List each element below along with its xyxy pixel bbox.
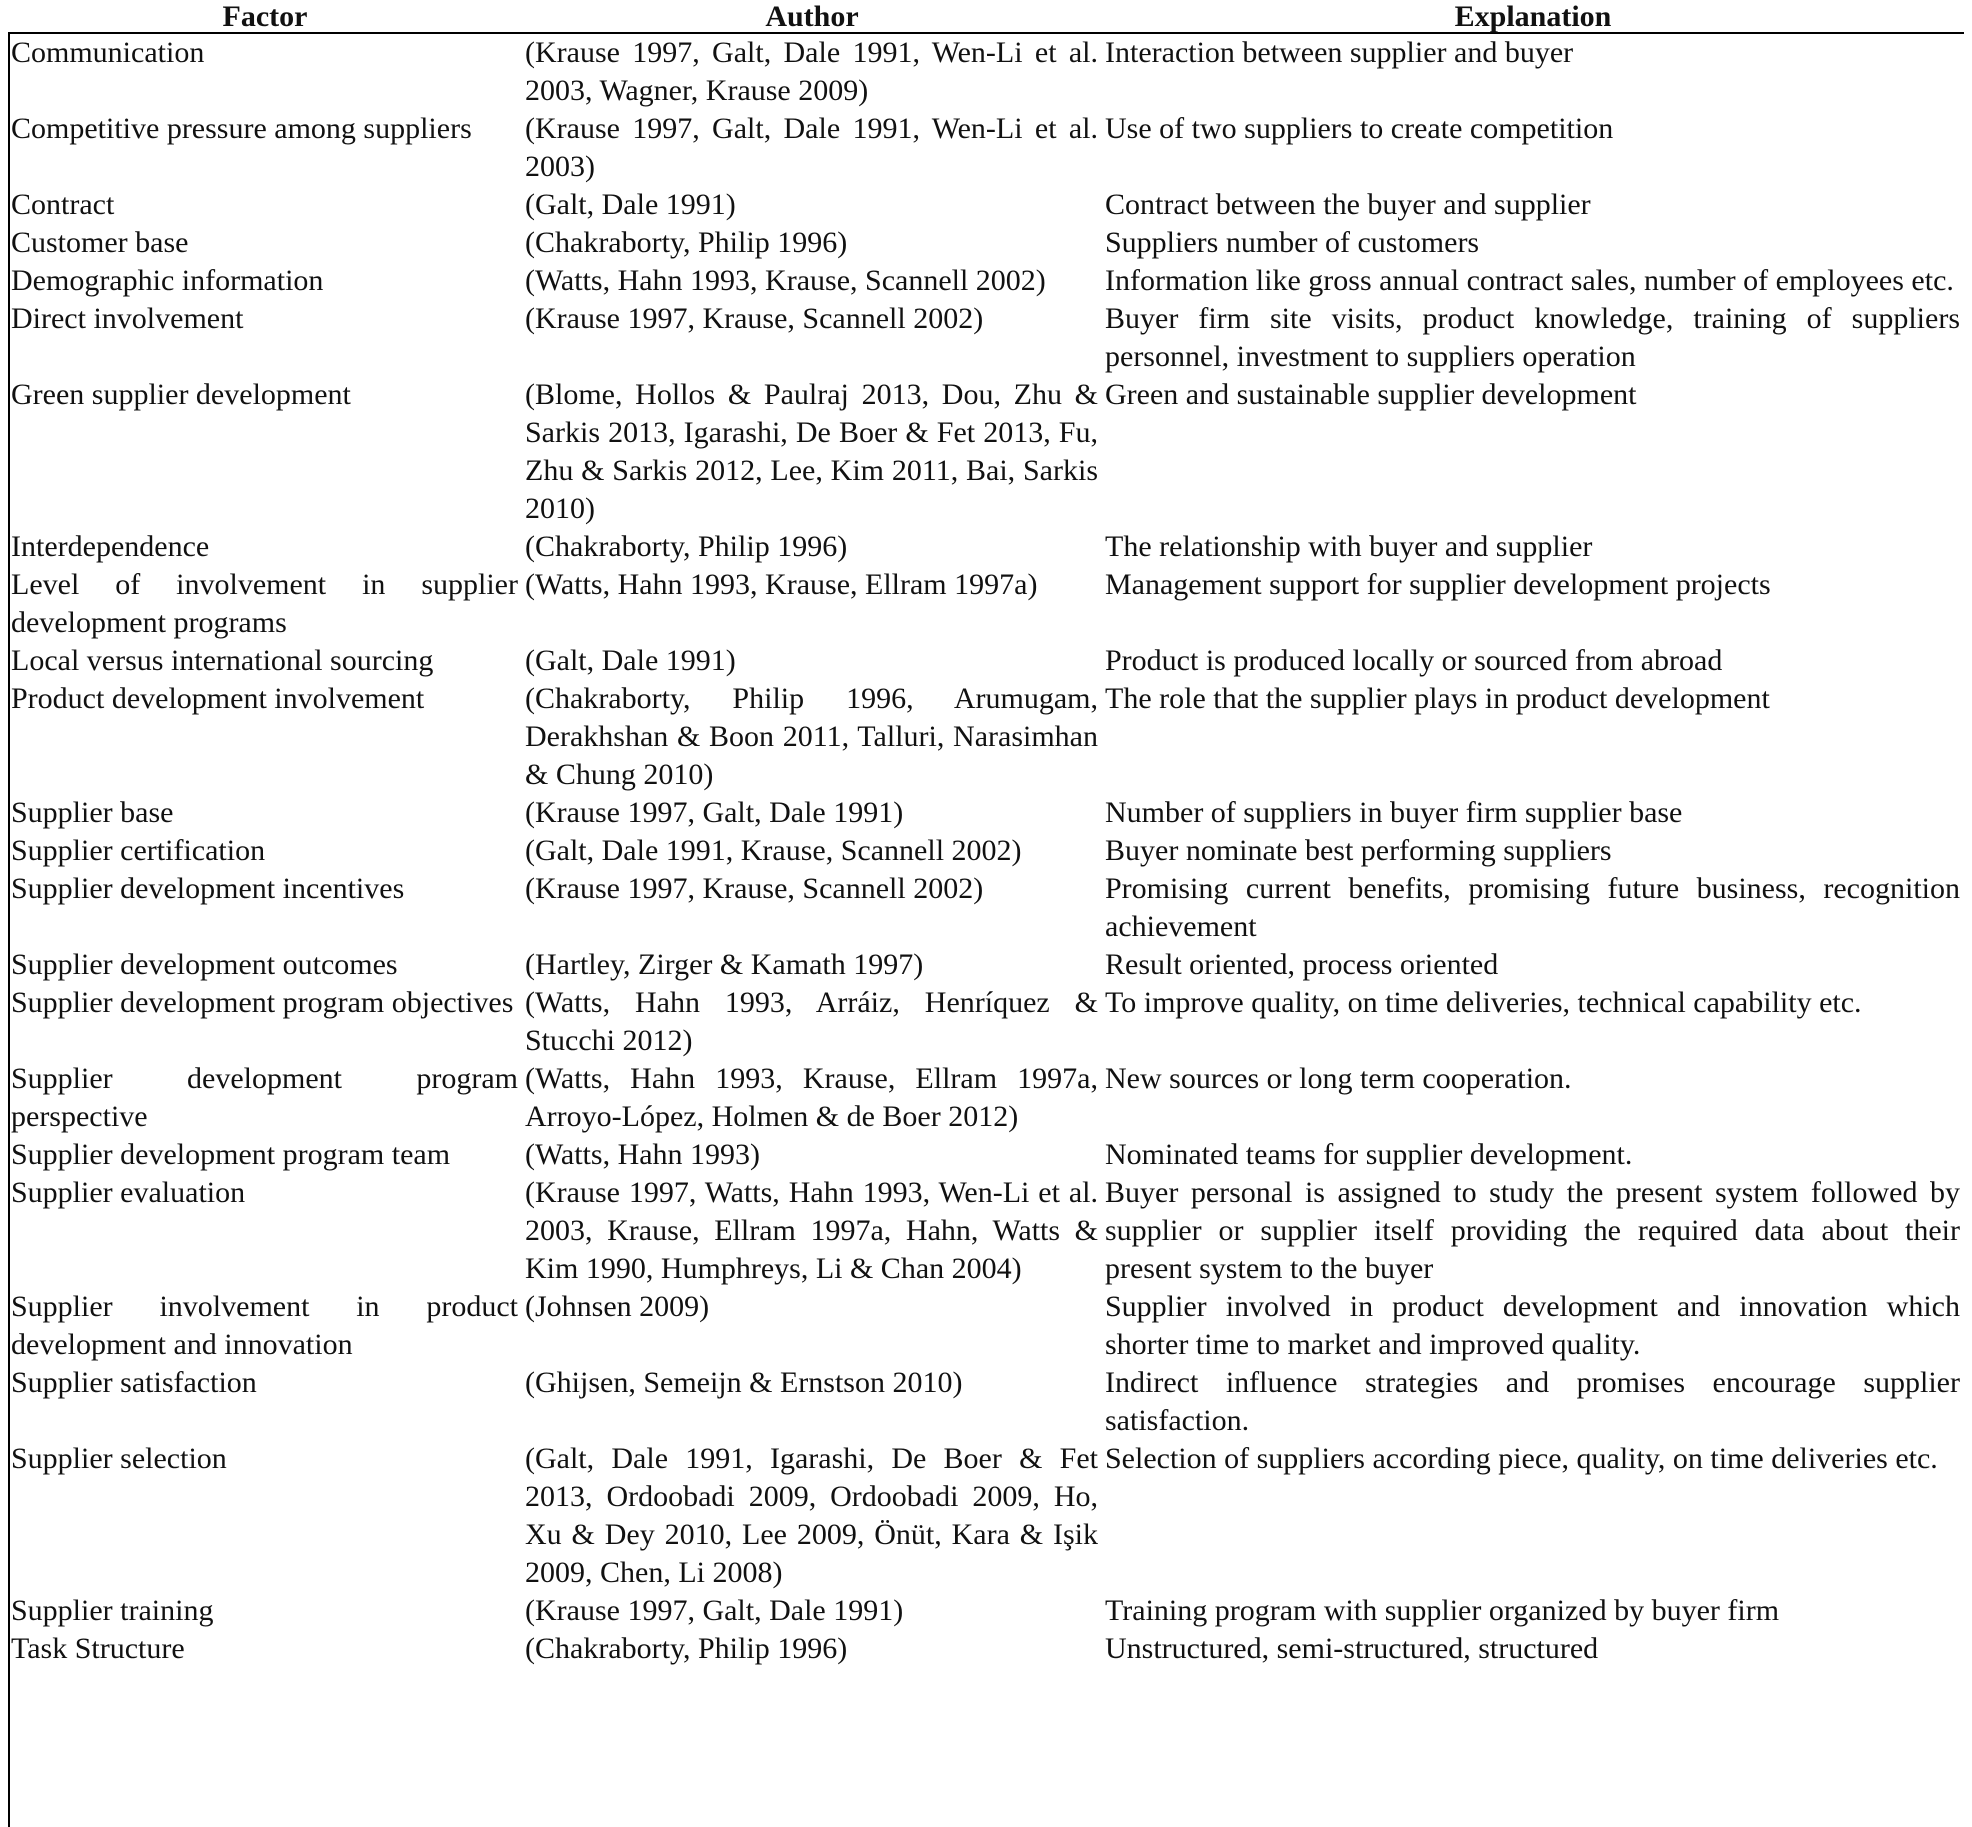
explanation-cell: New sources or long term cooperation.: [1105, 1062, 1572, 1095]
factor-cell: Supplier certification: [11, 834, 266, 867]
factor-cell: Supplier satisfaction: [11, 1366, 257, 1399]
table-row: [8, 1592, 1964, 1630]
explanation-cell: Unstructured, semi-structured, structured: [1105, 1632, 1599, 1665]
explanation-cell: Selection of suppliers according piece, quality, on time deliveries etc.: [1105, 1442, 1938, 1475]
table-row: [8, 528, 1964, 566]
header-factor: Factor: [8, 0, 522, 33]
author-cell: (Chakraborty, Philip 1996): [525, 530, 848, 563]
author-cell: (Chakraborty, Philip 1996): [525, 226, 848, 259]
explanation-cell: Buyer personal is assigned to study the present system followed by supplier or supplier itself providing the required data about their present system to the buyer: [1105, 1176, 1960, 1285]
factor-cell: Supplier evaluation: [11, 1176, 246, 1209]
explanation-cell: Buyer nominate best performing suppliers: [1105, 834, 1612, 867]
explanation-cell: The role that the supplier plays in product development: [1105, 682, 1770, 715]
author-cell: (Galt, Dale 1991, Krause, Scannell 2002): [525, 834, 1022, 867]
explanation-cell: Indirect influence strategies and promises encourage supplier satisfaction.: [1105, 1366, 1960, 1437]
table-row: [8, 1136, 1964, 1174]
author-cell: (Watts, Hahn 1993, Krause, Ellram 1997a): [525, 568, 1038, 601]
explanation-cell: Product is produced locally or sourced from abroad: [1105, 644, 1723, 677]
explanation-cell: Training program with supplier organized by buyer firm: [1105, 1594, 1780, 1627]
table-row: [8, 33, 1964, 110]
factor-cell: Direct involvement: [11, 302, 244, 335]
factor-cell: Level of involvement in supplier development programs: [11, 568, 518, 639]
factor-cell: Green supplier development: [11, 378, 351, 411]
factor-cell: Supplier development program perspective: [11, 1062, 518, 1133]
supplier-development-factors-table: [8, 0, 1964, 1668]
explanation-cell: Management support for supplier development projects: [1105, 568, 1771, 601]
factor-cell: Supplier training: [11, 1594, 214, 1627]
table-row: [8, 1174, 1964, 1288]
author-cell: (Chakraborty, Philip 1996): [525, 1632, 848, 1665]
author-cell: (Blome, Hollos & Paulraj 2013, Dou, Zhu & Sarkis 2013, Igarashi, De Boer & Fet 2013, Fu, Zhu & Sarkis 2012, Lee, Kim 2011, Bai, Sarkis 2010): [525, 378, 1098, 525]
author-cell: (Krause 1997, Watts, Hahn 1993, Wen-Li et al. 2003, Krause, Ellram 1997a, Hahn, Watts & Kim 1990, Humphreys, Li & Chan 2004): [525, 1176, 1098, 1285]
factor-cell: Competitive pressure among suppliers: [11, 112, 472, 145]
author-cell: (Krause 1997, Galt, Dale 1991): [525, 796, 904, 829]
factor-cell: Supplier selection: [11, 1442, 227, 1475]
table-header: [8, 0, 1964, 33]
table-body: [8, 33, 1964, 1668]
author-cell: (Ghijsen, Semeijn & Ernstson 2010): [525, 1366, 963, 1399]
table-row: [8, 262, 1964, 300]
table-row: [8, 1288, 1964, 1364]
factor-cell: Communication: [11, 36, 205, 69]
factor-cell: Supplier involvement in product development and innovation: [11, 1290, 518, 1361]
table-row: [8, 870, 1964, 946]
table-row: [8, 110, 1964, 186]
table-row: [8, 186, 1964, 224]
factor-cell: Customer base: [11, 226, 189, 259]
factor-cell: Demographic information: [11, 264, 324, 297]
author-cell: (Watts, Hahn 1993, Krause, Scannell 2002): [525, 264, 1046, 297]
explanation-cell: Contract between the buyer and supplier: [1105, 188, 1591, 221]
factor-cell: Task Structure: [11, 1632, 185, 1665]
table-row: [8, 376, 1964, 528]
table-row: [8, 1364, 1964, 1440]
author-cell: (Krause 1997, Krause, Scannell 2002): [525, 872, 984, 905]
table-row: [8, 566, 1964, 642]
table-row: [8, 680, 1964, 794]
factor-cell: Supplier base: [11, 796, 174, 829]
table-row: [8, 946, 1964, 984]
explanation-cell: Promising current benefits, promising future business, recognition achievement: [1105, 872, 1960, 943]
author-cell: (Krause 1997, Krause, Scannell 2002): [525, 302, 984, 335]
explanation-cell: Supplier involved in product development and innovation which shorter time to market and improved quality.: [1105, 1290, 1960, 1361]
header-explanation: Explanation: [1102, 0, 1964, 33]
author-cell: (Watts, Hahn 1993, Arráiz, Henríquez & Stucchi 2012): [525, 986, 1098, 1057]
explanation-cell: Buyer firm site visits, product knowledge, training of suppliers personnel, investment to suppliers operation: [1105, 302, 1960, 373]
author-cell: (Galt, Dale 1991): [525, 644, 736, 677]
table-row: [8, 224, 1964, 262]
author-cell: (Chakraborty, Philip 1996, Arumugam, Derakhshan & Boon 2011, Talluri, Narasimhan & Chung 2010): [525, 682, 1098, 791]
author-cell: (Krause 1997, Galt, Dale 1991, Wen-Li et al. 2003, Wagner, Krause 2009): [525, 36, 1098, 107]
author-cell: (Galt, Dale 1991, Igarashi, De Boer & Fet 2013, Ordoobadi 2009, Ordoobadi 2009, Ho, Xu & Dey 2010, Lee 2009, Önüt, Kara & Işik 2009, Chen, Li 2008): [525, 1442, 1098, 1589]
table-row: [8, 832, 1964, 870]
explanation-cell: Interaction between supplier and buyer: [1105, 36, 1574, 69]
explanation-cell: Green and sustainable supplier development: [1105, 378, 1637, 411]
header-author: Author: [522, 0, 1102, 33]
header-row: [8, 0, 1964, 33]
author-cell: (Watts, Hahn 1993): [525, 1138, 761, 1171]
factor-cell: Supplier development program team: [11, 1138, 451, 1171]
factor-cell: Supplier development program objectives: [11, 986, 514, 1019]
factor-table-container: [8, 0, 1972, 1668]
factor-cell: Product development involvement: [11, 682, 425, 715]
author-cell: (Watts, Hahn 1993, Krause, Ellram 1997a, Arroyo-López, Holmen & de Boer 2012): [525, 1062, 1098, 1133]
factor-cell: Interdependence: [11, 530, 210, 563]
explanation-cell: The relationship with buyer and supplier: [1105, 530, 1593, 563]
table-row: [8, 642, 1964, 680]
table-row: [8, 794, 1964, 832]
author-cell: (Hartley, Zirger & Kamath 1997): [525, 948, 924, 981]
author-cell: (Galt, Dale 1991): [525, 188, 736, 221]
author-cell: (Johnsen 2009): [525, 1290, 710, 1323]
table-row: [8, 300, 1964, 376]
table-row: [8, 1630, 1964, 1668]
factor-cell: Supplier development incentives: [11, 872, 405, 905]
factor-cell: Local versus international sourcing: [11, 644, 434, 677]
factor-cell: Supplier development outcomes: [11, 948, 398, 981]
table-row: [8, 1060, 1964, 1136]
explanation-cell: Result oriented, process oriented: [1105, 948, 1499, 981]
author-cell: (Krause 1997, Galt, Dale 1991): [525, 1594, 904, 1627]
explanation-cell: Number of suppliers in buyer firm supplier base: [1105, 796, 1683, 829]
explanation-cell: Use of two suppliers to create competition: [1105, 112, 1614, 145]
explanation-cell: To improve quality, on time deliveries, technical capability etc.: [1105, 986, 1862, 1019]
author-cell: (Krause 1997, Galt, Dale 1991, Wen-Li et al. 2003): [525, 112, 1098, 183]
table-row: [8, 1440, 1964, 1592]
table-row: [8, 984, 1964, 1060]
explanation-cell: Information like gross annual contract sales, number of employees etc.: [1105, 264, 1954, 297]
factor-cell: Contract: [11, 188, 115, 221]
explanation-cell: Suppliers number of customers: [1105, 226, 1480, 259]
explanation-cell: Nominated teams for supplier development.: [1105, 1138, 1633, 1171]
